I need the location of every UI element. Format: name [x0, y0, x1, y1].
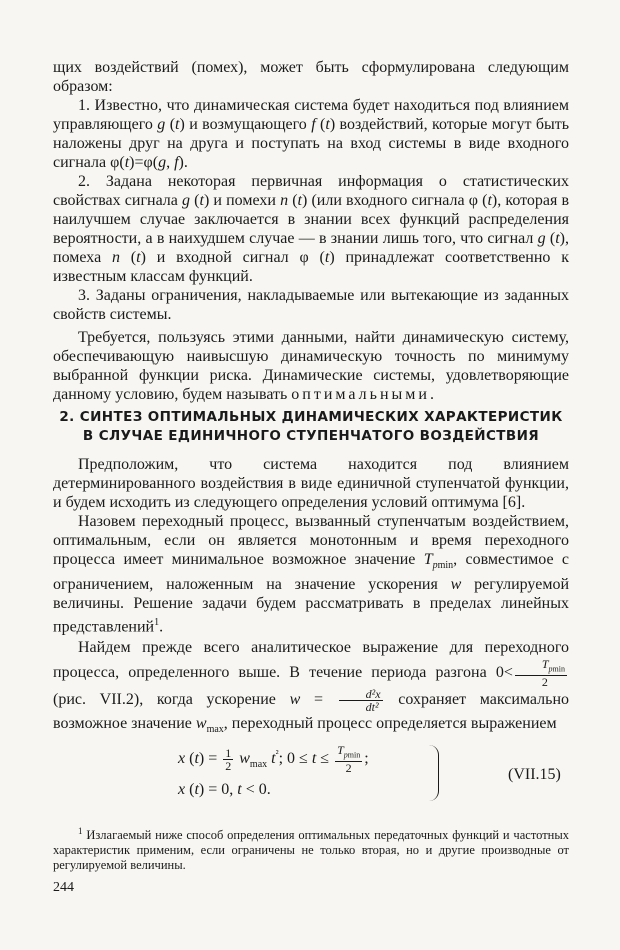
- list-item-1: 1. Известно, что динамическая система будет находиться под влиянием управляющего g (t) и возмущающего f (t) воздействий, которые могут быть наложены друг на друга и поступать на вход системы в виде входного сигнала φ(t)=φ(g, f).: [53, 97, 570, 171]
- fraction-Tpmin-over-2: $\frac{T_{pmin}}{2}$: [515, 658, 567, 688]
- equation-line-1: x (t) = $\frac{1}{2}$ $w_{max}$ $t^{^2}$; 0 ≤ t ≤ $\frac{T_{pmin}}{2}$ ;: [178, 743, 369, 776]
- list-item-3: 3. Заданы ограничения, накладываемые или вытекающие из заданных свойств системы.: [53, 287, 569, 323]
- paragraph-continuation: щих воздействий (помех), может быть сформулирована следующим образом:: [53, 59, 569, 95]
- section-heading-line-2: В СЛУЧАЕ ЕДИНИЧНОГО СТУПЕНЧАТОГО ВОЗДЕЙСТВИЯ: [82, 428, 540, 444]
- section-heading: [53, 408, 569, 446]
- body-text-section: [53, 455, 569, 740]
- equation-line-2: x (t) = 0, t < 0.: [178, 781, 271, 798]
- equation-brace: [428, 745, 439, 801]
- paragraph-derivation: Найдем прежде всего аналитическое выражение для переходного процесса, определенного выше. В течение периода разгона 0< $\frac{T_{pmin}}{2}$ (рис. VII.2), когда ускорение w = $\frac{\text{d²x}}{\text{dt²}}$ сохраняет максимально возможное значение $w_{max}$, переходный процесс определяется выражением: [53, 638, 570, 736]
- footnote: $^1$ Излагаемый ниже способ определения оптимальных передаточных функций и частотных характеристик применим, если ограничены не только вторая, но и другие производные от регулируемой величины.: [53, 826, 569, 873]
- footnote-mark: 1: [78, 826, 83, 836]
- page-number: 244: [53, 880, 74, 895]
- fraction-Tpmin-over-2-eq: $\frac{T_{pmin}}{2}$: [337, 743, 361, 776]
- equation-number: (VII.15): [508, 766, 561, 783]
- fraction-second-derivative: $\frac{\text{d²x}}{\text{dt²}}$: [339, 688, 383, 713]
- list-item-2: 2. Задана некоторая первичная информация о статистических свойствах сигнала g (t) и помехи n (t) (или входного сигнала φ (t), которая в наилучшем случае заключается в знании всех функций распределения вероятности, а в наихудшем случае — в знании лишь того, что сигнал g (t), помеха n (t) и входной сигнал φ (t) принадлежат соответственно к известным классам функций.: [53, 173, 570, 285]
- paragraph-assumption: Предположим, что система находится под влиянием детерминированного воздействия в виде единичной ступенчатой функции, и будем исходить из следующего определения условий оптимума [6].: [53, 456, 569, 511]
- fraction-one-half: $\frac{1}{2}$: [225, 745, 232, 773]
- paragraph-definition: Назовем переходный процесс, вызванный ступенчатым воздействием, оптимальным, если он является монотонным и время переходного процесса имеет минимальное возможное значение $T_{pmin}$, совместимое с ограничением, наложенным на значение ускорения w регулируемой величины. Решение задачи будем рассматривать в пределах линейных представлений$^1$.: [53, 513, 570, 636]
- body-text-top: [53, 58, 569, 404]
- paragraph-requirement: Требуется, пользуясь этими данными, найти динамическую систему, обеспечивающую наивысшую динамическую точность по минимуму выбранной функции риска. Динамические системы, удовлетворяющие данному условию, будем называть оптимальными.: [53, 329, 569, 403]
- section-heading-line-1: 2. СИНТЕЗ ОПТИМАЛЬНЫХ ДИНАМИЧЕСКИХ ХАРАКТЕРИСТИК: [59, 409, 563, 425]
